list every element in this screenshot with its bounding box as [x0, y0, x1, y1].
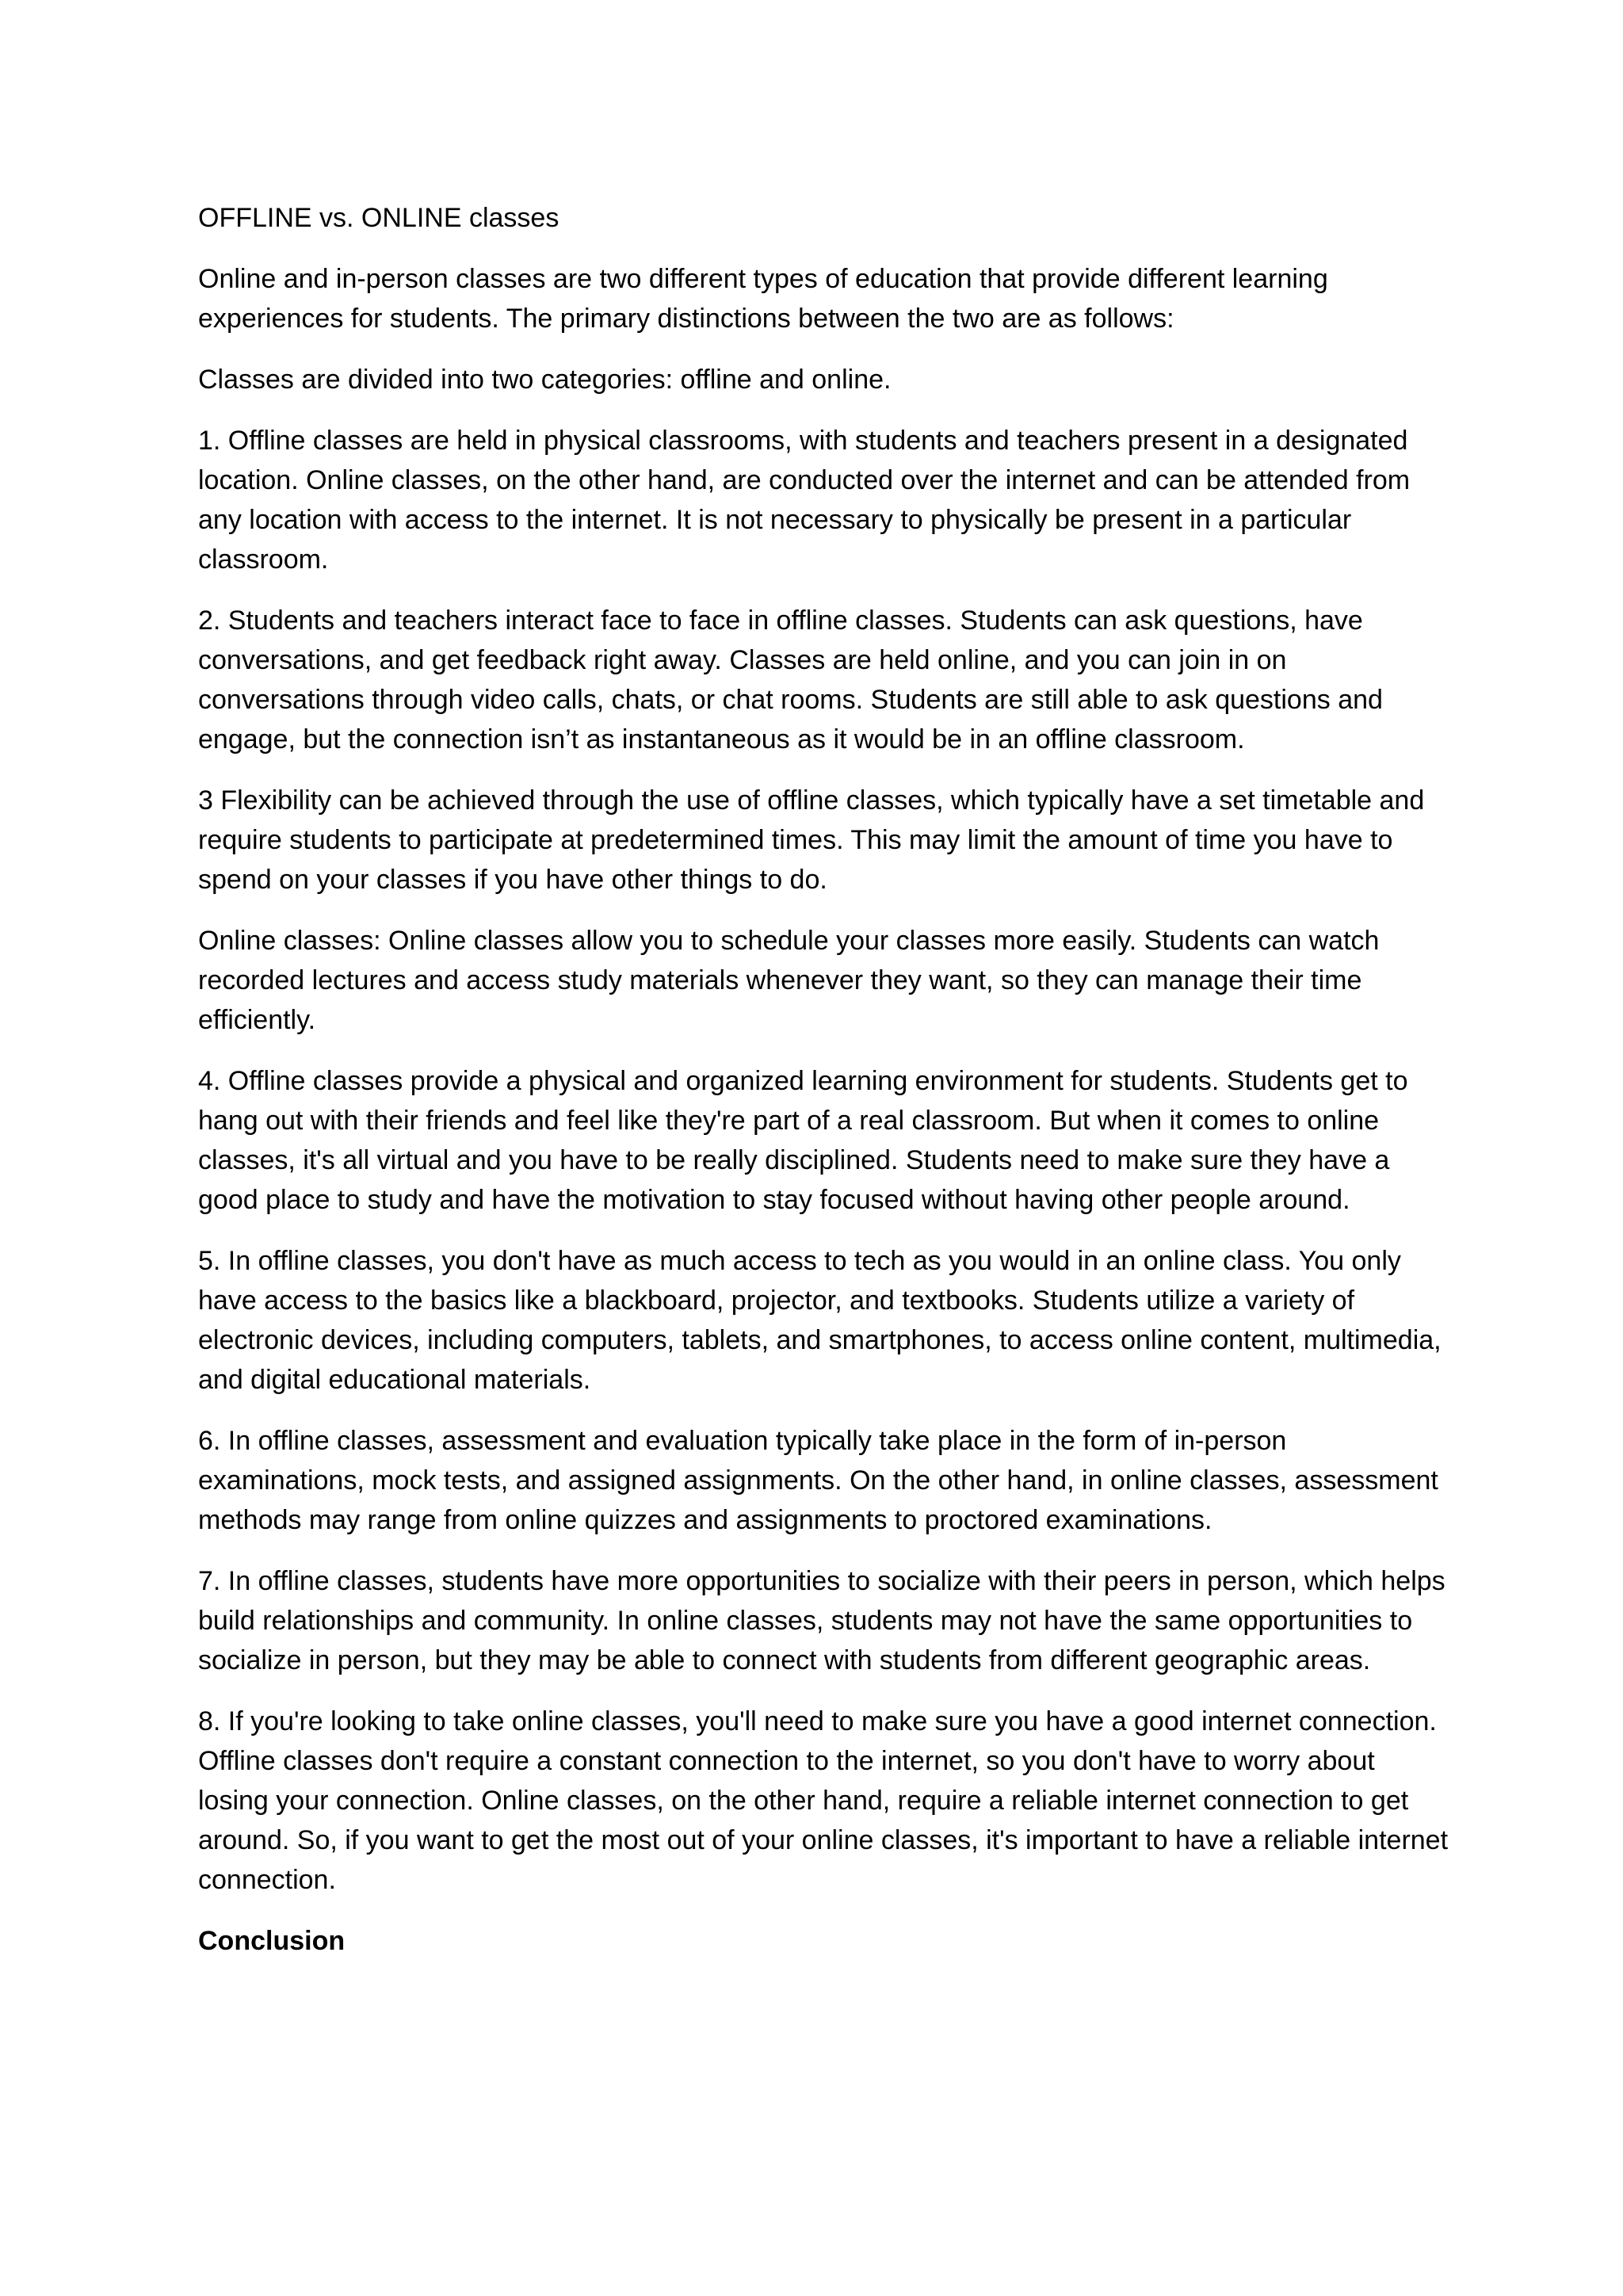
- paragraph-point-8: 8. If you're looking to take online classes, you'll need to make sure you have a good internet connection. Offline classes don't require a constant connection to the internet, so you don't have to worry about losing your connection. Online classes, on the other hand, require a reliable internet connection to get around. So, if you want to get the most out of your online classes, it's important to have a reliable internet connection.: [198, 1706, 1449, 1895]
- document-title: OFFLINE vs. ONLINE classes: [198, 203, 559, 233]
- conclusion-heading: Conclusion: [198, 1926, 346, 1956]
- paragraph-categories: Classes are divided into two categories: offline and online.: [198, 365, 892, 395]
- paragraph-point-5: 5. In offline classes, you don't have as much access to tech as you would in an online class. You only have access to the basics like a blackboard, projector, and textbooks. Students utilize a variety of electronic devices, including computers, tablets, and smartphones, to access online content, multimedia, and digital educational materials.: [198, 1246, 1442, 1395]
- paragraph-intro: Online and in-person classes are two different types of education that provide different learning experiences for students. The primary distinctions between the two are as follows:: [198, 264, 1328, 334]
- paragraph-point-6: 6. In offline classes, assessment and evaluation typically take place in the form of in-person examinations, mock tests, and assigned assignments. On the other hand, in online classes, assessment methods may range from online quizzes and assignments to proctored examinations.: [198, 1426, 1438, 1535]
- document-page: [198, 198, 1450, 1961]
- paragraph-point-4: 4. Offline classes provide a physical and organized learning environment for students. Students get to hang out with their friends and feel like they're part of a real classroom. But when it comes to online classes, it's all virtual and you have to be really disciplined. Students need to make sure they have a good place to study and have the motivation to stay focused without having other people around.: [198, 1066, 1408, 1215]
- paragraph-point-2: 2. Students and teachers interact face to face in offline classes. Students can ask questions, have conversations, and get feedback right away. Classes are held online, and you can join in on conversations through video calls, chats, or chat rooms. Students are still able to ask questions and engage, but the connection isn’t as instantaneous as it would be in an offline classroom.: [198, 606, 1383, 755]
- paragraph-point-3: 3 Flexibility can be achieved through the use of offline classes, which typically have a set timetable and require students to participate at predetermined times. This may limit the amount of time you have to spend on your classes if you have other things to do.: [198, 785, 1425, 895]
- paragraph-online-flexibility: Online classes: Online classes allow you to schedule your classes more easily. Students can watch recorded lectures and access study materials whenever they want, so they can manage their time efficiently.: [198, 926, 1380, 1035]
- paragraph-point-7: 7. In offline classes, students have more opportunities to socialize with their peers in person, which helps build relationships and community. In online classes, students may not have the same opportunities to socialize in person, but they may be able to connect with students from different geographic areas.: [198, 1566, 1445, 1675]
- paragraph-point-1: 1. Offline classes are held in physical classrooms, with students and teachers present in a designated location. Online classes, on the other hand, are conducted over the internet and can be attended from any location with access to the internet. It is not necessary to physically be present in a particular classroom.: [198, 426, 1411, 575]
